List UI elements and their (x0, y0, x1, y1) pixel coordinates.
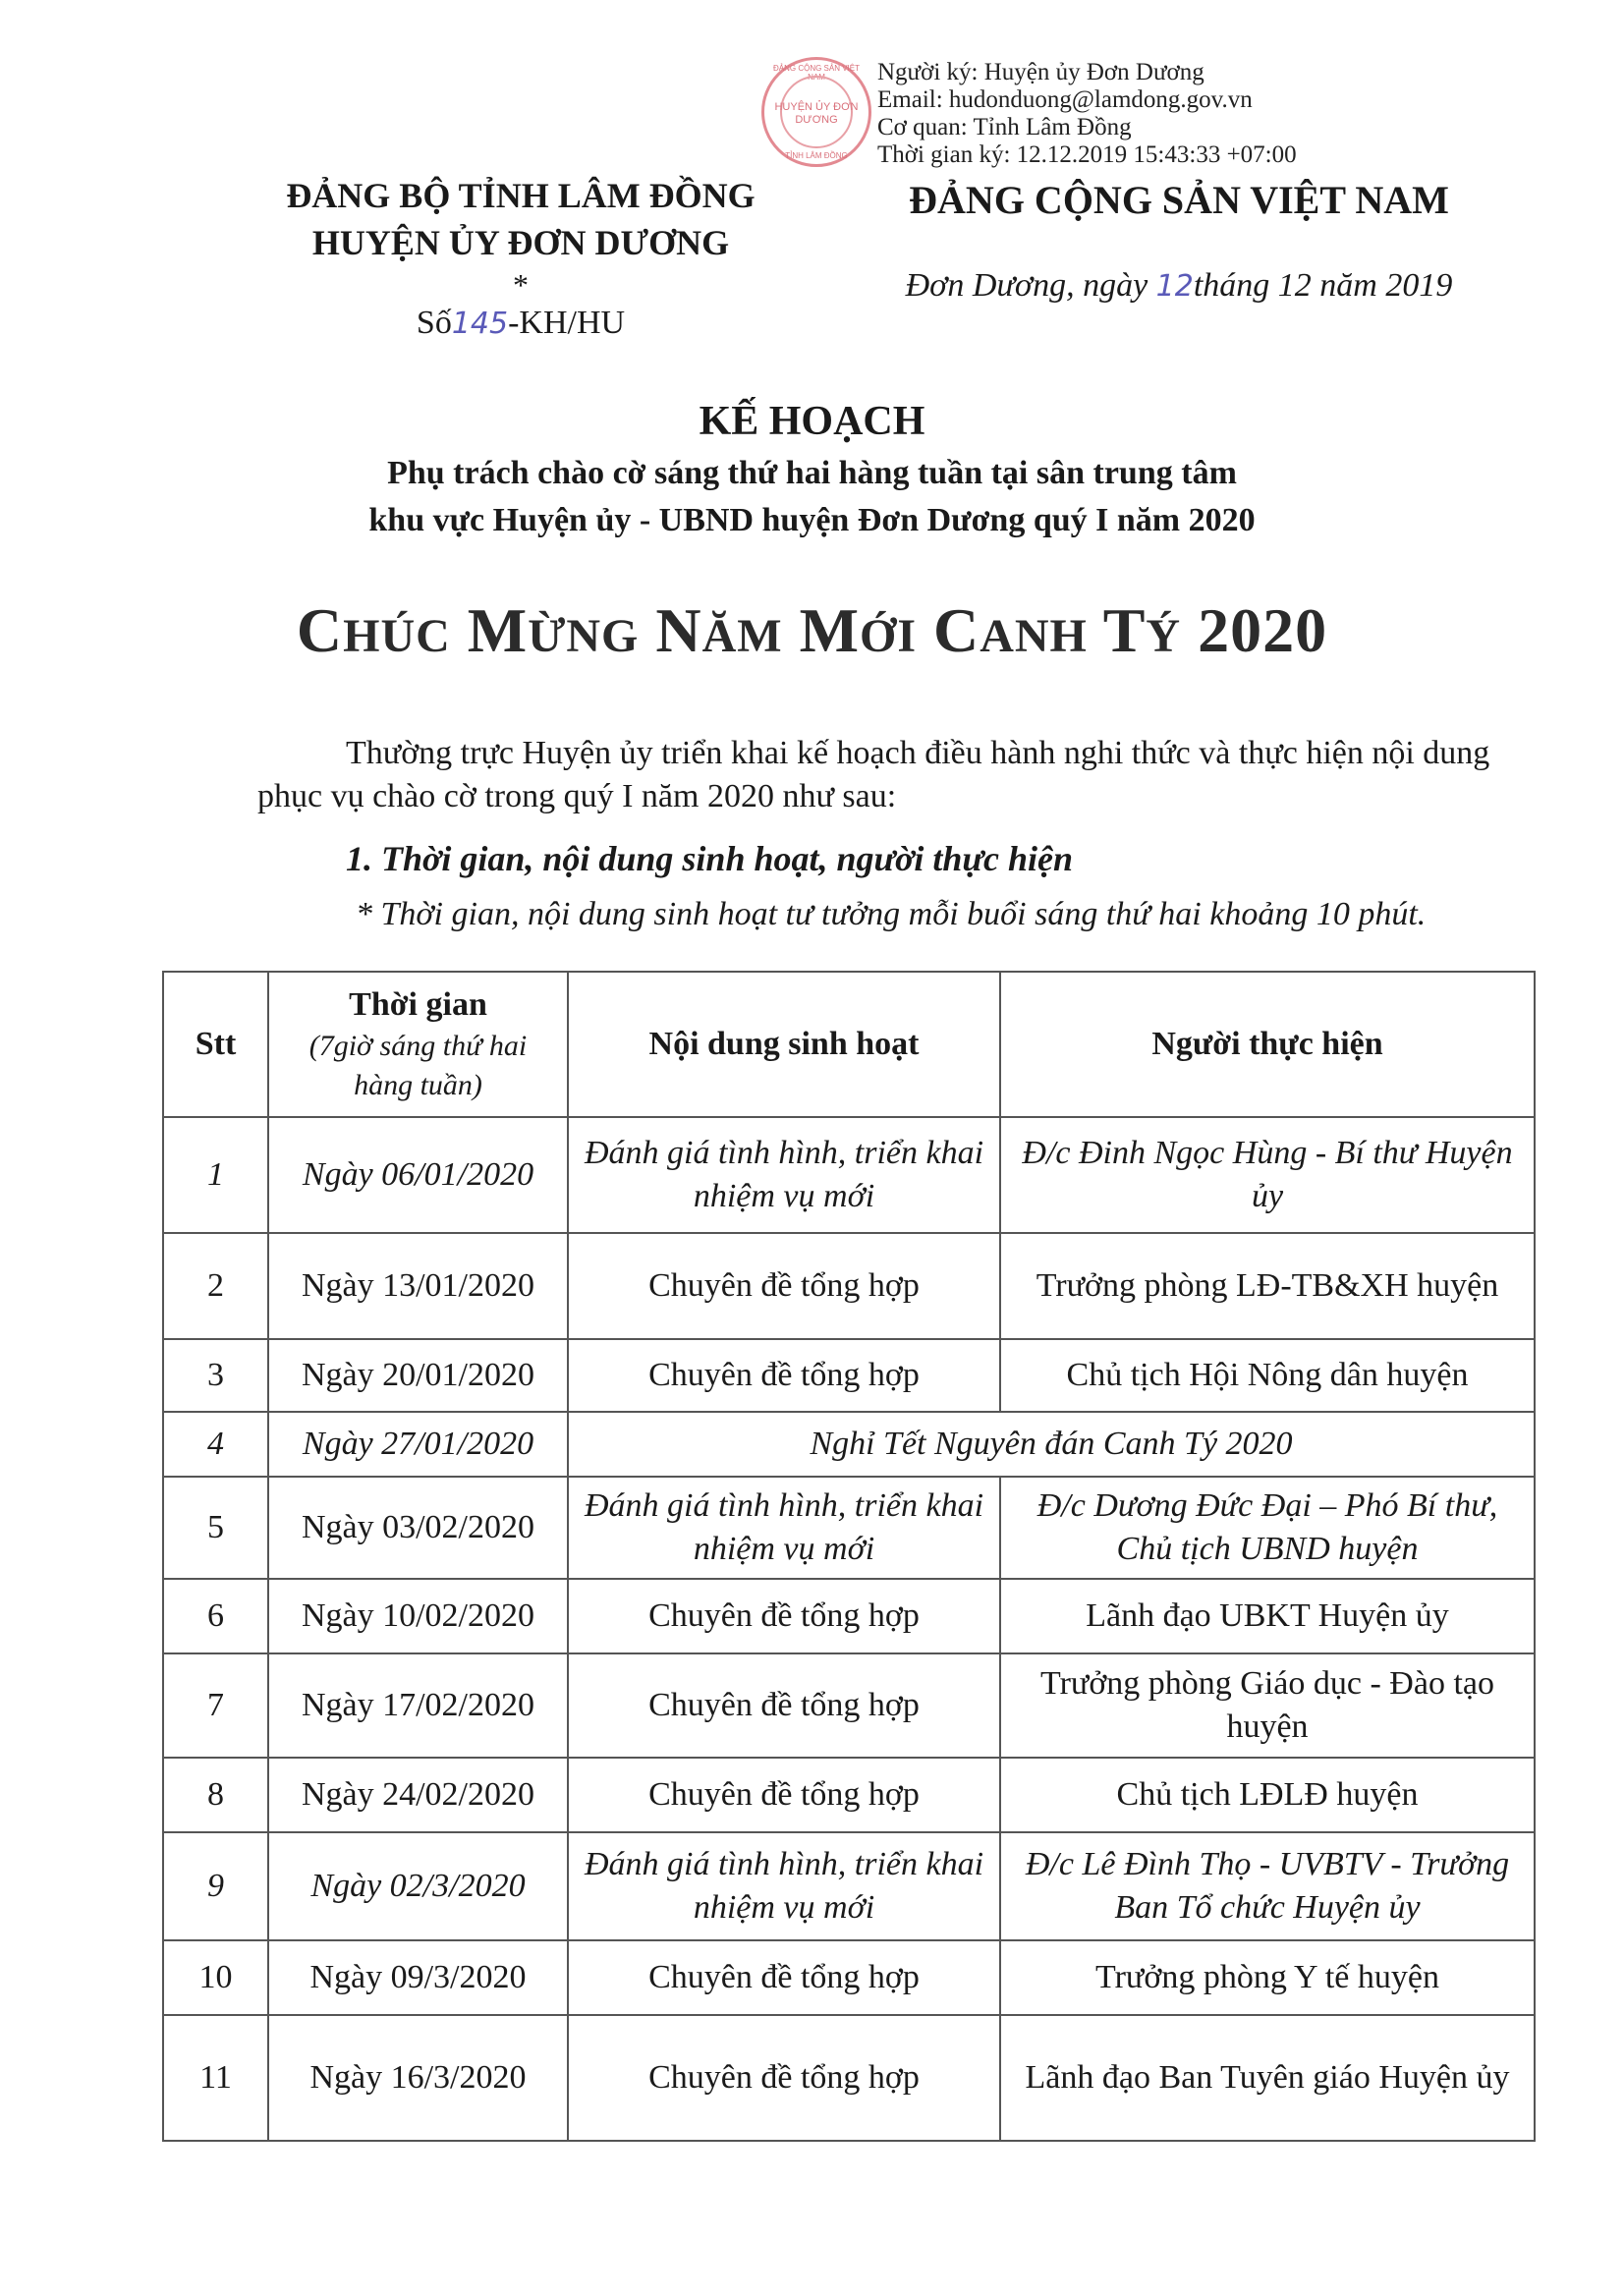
banner-letter-small: ĂM (701, 610, 783, 662)
row-date: Ngày 17/02/2020 (268, 1653, 568, 1758)
row-date: Ngày 13/01/2020 (268, 1233, 568, 1339)
row-content-merged: Nghỉ Tết Nguyên đán Canh Tý 2020 (568, 1412, 1535, 1477)
banner-letter: M (467, 595, 529, 665)
row-content: Chuyên đề tổng hợp (568, 1653, 1000, 1758)
email-line: Email: hudonduong@lamdong.gov.vn (877, 86, 1253, 113)
row-person: Lãnh đạo Ban Tuyên giáo Huyện ủy (1000, 2015, 1535, 2141)
agency-line: Cơ quan: Tỉnh Lâm Đồng (877, 114, 1132, 140)
row-date: Ngày 20/01/2020 (268, 1339, 568, 1412)
section-heading-1: 1. Thời gian, nội dung sinh hoạt, người thực hiện (346, 839, 1074, 878)
date-day-handwritten: 12 (1155, 269, 1194, 304)
row-stt: 10 (163, 1940, 268, 2015)
table-row (163, 1477, 1535, 1579)
header-stt: Stt (163, 972, 268, 1117)
row-content: Đánh giá tình hình, triển khai nhiệm vụ mới (568, 1477, 1000, 1579)
row-person: Lãnh đạo UBKT Huyện ủy (1000, 1579, 1535, 1653)
org-line-1: ĐẢNG BỘ TỈNH LÂM ĐỒNG (286, 176, 756, 215)
banner-letter-small: HÚC (343, 610, 451, 662)
banner-year: 2020 (1198, 595, 1328, 665)
banner-letter: C (296, 595, 344, 665)
row-person: Đ/c Dương Đức Đại – Phó Bí thư, Chủ tịch UBND huyện (1000, 1477, 1535, 1579)
row-person: Trưởng phòng Y tế huyện (1000, 1940, 1535, 2015)
table-row (163, 1832, 1535, 1940)
table-row (163, 1412, 1535, 1477)
table-row (163, 1339, 1535, 1412)
row-date: Ngày 16/3/2020 (268, 2015, 568, 2141)
row-stt: 4 (163, 1412, 268, 1477)
row-content: Đánh giá tình hình, triển khai nhiệm vụ mới (568, 1117, 1000, 1233)
header-content: Nội dung sinh hoạt (568, 972, 1000, 1117)
date-suffix: tháng 12 năm 2019 (1193, 267, 1453, 304)
document-number (236, 305, 806, 342)
row-date: Ngày 09/3/2020 (268, 1940, 568, 2015)
row-stt: 2 (163, 1233, 268, 1339)
table-row (163, 1117, 1535, 1233)
header-time-label: Thời gian (349, 986, 487, 1023)
row-person: Trưởng phòng Giáo dục - Đào tạo huyện (1000, 1653, 1535, 1758)
star-mark: * (513, 267, 529, 303)
date-prefix: Đơn Dương, ngày (905, 267, 1148, 304)
table-row (163, 1579, 1535, 1653)
new-year-banner (0, 594, 1624, 667)
intro-paragraph: Thường trực Huyện ủy triển khai kế hoạch điều hành nghi thức và thực hiện nội dung phục vụ chào cờ trong quý I năm 2020 như sau: (257, 735, 1490, 814)
official-stamp (761, 57, 871, 167)
row-content: Chuyên đề tổng hợp (568, 1758, 1000, 1832)
header-time (268, 972, 568, 1117)
row-stt: 1 (163, 1117, 268, 1233)
document-title: KẾ HOẠCH (699, 399, 925, 444)
row-stt: 5 (163, 1477, 268, 1579)
row-content: Đánh giá tình hình, triển khai nhiệm vụ mới (568, 1832, 1000, 1940)
row-content: Chuyên đề tổng hợp (568, 1233, 1000, 1339)
stamp-ring-text-bottom: TỈNH LÂM ĐỒNG (785, 151, 848, 160)
time-note: * Thời gian, nội dung sinh hoạt tư tưởng mỗi buổi sáng thứ hai khoảng 10 phút. (356, 896, 1427, 932)
row-stt: 7 (163, 1653, 268, 1758)
row-person: Đ/c Lê Đình Thọ - UVBTV - Trưởng Ban Tổ chức Huyện ủy (1000, 1832, 1535, 1940)
issuing-organization (236, 172, 806, 304)
table-row (163, 1653, 1535, 1758)
row-person: Trưởng phòng LĐ-TB&XH huyện (1000, 1233, 1535, 1339)
banner-letter: T (1102, 595, 1147, 665)
signer-line: Người ký: Huyện ủy Đơn Dương (877, 59, 1204, 85)
issue-date (850, 267, 1508, 305)
row-person: Chủ tịch Hội Nông dân huyện (1000, 1339, 1535, 1412)
row-person: Chủ tịch LĐLĐ huyện (1000, 1758, 1535, 1832)
header-person: Người thực hiện (1000, 972, 1535, 1117)
row-content: Chuyên đề tổng hợp (568, 1579, 1000, 1653)
table-header-row (163, 972, 1535, 1117)
row-date: Ngày 03/02/2020 (268, 1477, 568, 1579)
row-stt: 9 (163, 1832, 268, 1940)
row-content: Chuyên đề tổng hợp (568, 2015, 1000, 2141)
header-time-sub: (7giờ sáng thứ hai hàng tuần) (308, 1030, 528, 1101)
row-date: Ngày 10/02/2020 (268, 1579, 568, 1653)
document-subtitle (0, 450, 1624, 544)
table-row (163, 1233, 1535, 1339)
doc-no-suffix: -KH/HU (508, 305, 626, 341)
banner-letter-small: ANH (980, 610, 1088, 662)
subtitle-line-1: Phụ trách chào cờ sáng thứ hai hàng tuần tại sân trung tâm (387, 455, 1237, 491)
row-date: Ngày 24/02/2020 (268, 1758, 568, 1832)
row-person: Đ/c Đinh Ngọc Hùng - Bí thư Huyện ủy (1000, 1117, 1535, 1233)
table-row (163, 1940, 1535, 2015)
party-name: ĐẢNG CỘNG SẢN VIỆT NAM (909, 178, 1449, 222)
banner-letter: N (655, 595, 702, 665)
subtitle-line-2: khu vực Huyện ủy - UBND huyện Đơn Dương quý I năm 2020 (368, 502, 1256, 538)
row-stt: 11 (163, 2015, 268, 2141)
doc-no-prefix: Số (416, 305, 452, 341)
schedule-table (162, 971, 1536, 2142)
sign-time-line: Thời gian ký: 12.12.2019 15:43:33 +07:00 (877, 141, 1297, 168)
row-content: Chuyên đề tổng hợp (568, 1339, 1000, 1412)
banner-letter: C (933, 595, 980, 665)
banner-letter-small: ỚI (859, 610, 917, 662)
table-row (163, 2015, 1535, 2141)
org-line-2: HUYỆN ỦY ĐƠN DƯƠNG (311, 223, 730, 262)
row-stt: 6 (163, 1579, 268, 1653)
banner-letter-small: ỪNG (528, 610, 640, 662)
row-date: Ngày 02/3/2020 (268, 1832, 568, 1940)
row-content: Chuyên đề tổng hợp (568, 1940, 1000, 2015)
stamp-ring-text: ĐẢNG CỘNG SẢN VIỆT NAM (772, 64, 860, 82)
table-row (163, 1758, 1535, 1832)
banner-letter-small: Ý (1146, 610, 1182, 662)
row-date: Ngày 06/01/2020 (268, 1117, 568, 1233)
digital-signature-info (877, 59, 1297, 169)
stamp-center-text: HUYỆN ỦY ĐƠN DƯƠNG (774, 101, 859, 126)
row-stt: 3 (163, 1339, 268, 1412)
row-stt: 8 (163, 1758, 268, 1832)
doc-no-handwritten: 145 (451, 307, 509, 341)
banner-letter: M (799, 595, 860, 665)
row-date: Ngày 27/01/2020 (268, 1412, 568, 1477)
